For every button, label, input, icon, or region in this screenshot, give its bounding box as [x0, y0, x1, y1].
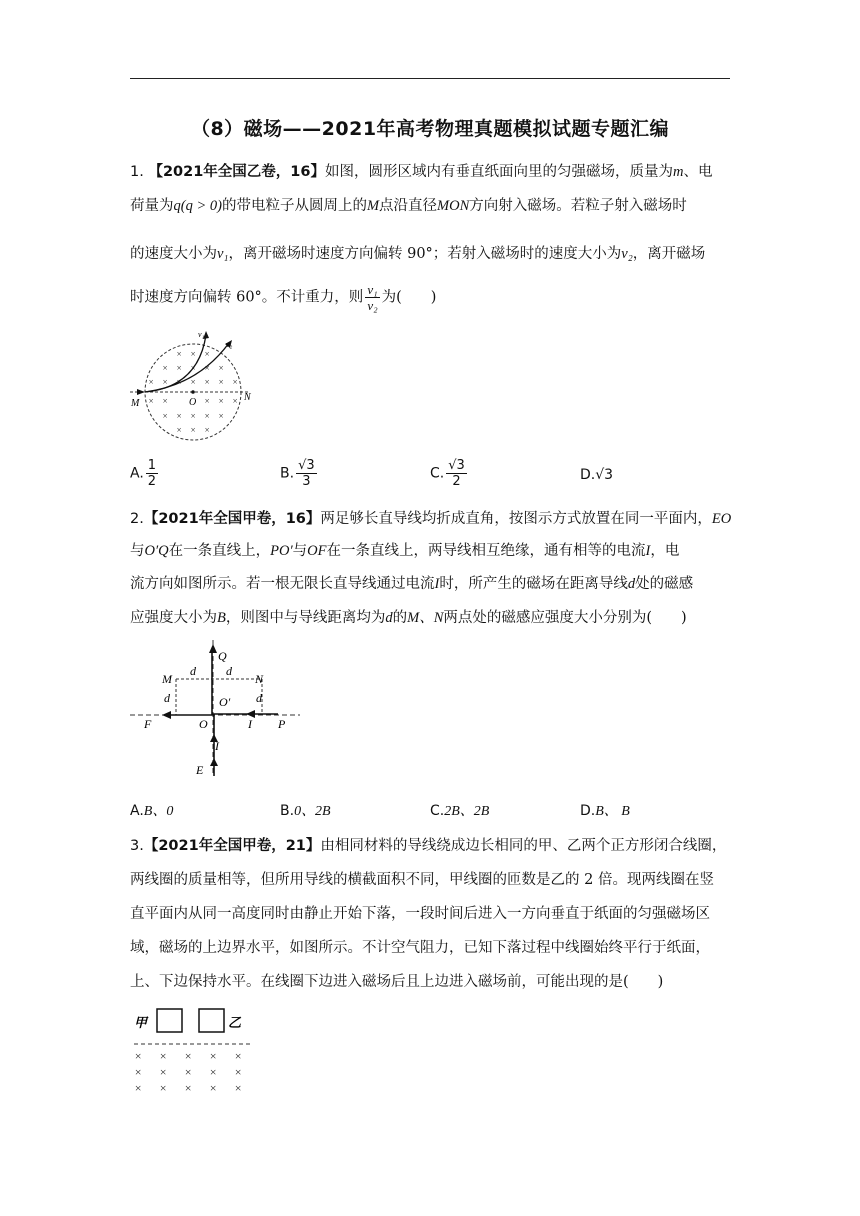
q1-point-m: M [366, 198, 380, 214]
q1-source: 【2021年全国乙卷，16】 [148, 164, 325, 180]
q1-text: 的速度大小为 [130, 246, 217, 262]
svg-text:×: × [148, 377, 155, 387]
svg-text:×: × [190, 425, 197, 435]
q2-fig-label-o-prime: O′ [219, 695, 231, 709]
header-rule [130, 78, 730, 79]
svg-text:×: × [159, 1065, 168, 1079]
q2-line-1 [130, 507, 731, 528]
option-frac-num: √3 [298, 458, 315, 473]
q2-text: 的 [392, 610, 408, 626]
q1-text: 时速度方向偏转 60°。不计重力，则 [130, 289, 364, 306]
q2-fig-label-i: I [248, 717, 252, 731]
q2-text: 时，所产生的磁场在距离导线 [439, 576, 628, 592]
q1-frac-num: v₁ [367, 282, 378, 297]
q2-text: 在一条直线上，两导线相互绝缘，通有相等的电流 [326, 543, 646, 559]
svg-text:×: × [162, 363, 169, 373]
svg-text:×: × [176, 363, 183, 373]
q1-text: ，离开磁场 [632, 246, 706, 262]
q2-text: 处的磁感 [635, 576, 694, 592]
option-value: B、0 [143, 804, 174, 819]
q2-option-d[interactable] [580, 800, 630, 820]
q2-fig-label-n: N [255, 672, 264, 686]
option-key: A. [130, 803, 144, 819]
q1-fig-label-m: M [131, 398, 140, 409]
q2-text: ，则图中与导线距离均为 [225, 610, 386, 626]
q1-text: 如图，圆形区域内有垂直纸面向里的匀强磁场，质量为 [325, 164, 673, 180]
q2-of: OF [307, 543, 327, 559]
q3-line-3: 直平面内从同一高度同时由静止开始下落，一段时间后进入一方向垂直于纸面的匀强磁场区 [130, 906, 710, 922]
svg-text:×: × [190, 363, 197, 373]
q2-fig-label-d: d [164, 691, 170, 705]
q1-fig-label-v1: v₁ [198, 330, 205, 339]
q1-option-c[interactable] [430, 458, 469, 489]
q2-text: 流方向如图所示。若一根无限长直导线通过电流 [130, 576, 435, 592]
q1-figure [128, 325, 258, 445]
svg-text:×: × [204, 363, 211, 373]
q2-fig-label-q: Q [218, 649, 227, 663]
q1-option-b[interactable] [280, 458, 319, 489]
option-value: √3 [595, 467, 614, 483]
q1-option-a[interactable] [130, 458, 160, 489]
q3-field-crosses [134, 1049, 242, 1095]
q1-fig-label-o: O [189, 397, 197, 408]
q2-option-a[interactable] [130, 800, 173, 820]
q3-source: 【2021年全国甲卷，21】 [143, 838, 321, 854]
q1-text: 荷量为 [130, 198, 174, 214]
svg-text:×: × [176, 411, 183, 421]
svg-text:×: × [162, 377, 169, 387]
svg-text:×: × [134, 1081, 143, 1095]
svg-text:×: × [204, 377, 211, 387]
q1-charge-expr: q(q > 0) [173, 198, 222, 214]
page-title: （8）磁场——2021年高考物理真题模拟试题专题汇编 [190, 118, 670, 140]
q1-text: 的带电粒子从圆周上的 [221, 198, 367, 214]
q2-text: 与 [130, 543, 145, 559]
q2-fig-label-m: M [162, 672, 172, 686]
q1-text: 、电 [683, 164, 713, 180]
option-key: C. [430, 465, 445, 482]
q2-line-2 [130, 539, 679, 560]
q1-text: 点沿直径 [379, 198, 438, 214]
q2-oq: O′Q [144, 543, 169, 559]
q2-fig-label-d: d [226, 664, 232, 678]
q2-option-c[interactable] [430, 800, 489, 820]
svg-text:×: × [134, 1065, 143, 1079]
q2-distance: d [627, 576, 636, 592]
q1-mass-var: m [673, 164, 684, 180]
svg-text:×: × [162, 396, 169, 406]
q2-fig-label-o: O [199, 717, 208, 731]
q3-line-5: 上、下边保持水平。在线圈下边进入磁场后且上边进入磁场前，可能出现的是( ) [130, 974, 664, 990]
q2-eo: EO [711, 511, 732, 527]
q2-text: 两点处的磁感应强度大小分别为( ) [443, 610, 687, 626]
q2-fig-label-p: P [278, 717, 286, 731]
q1-option-d[interactable] [580, 467, 613, 483]
option-value: 0、2B [294, 804, 331, 819]
q1-text: ，离开磁场时速度方向偏转 90°；若射入磁场时的速度大小为 [228, 246, 622, 262]
q3-figure [130, 1004, 260, 1096]
option-key: A. [130, 465, 144, 482]
q2-text: ，电 [650, 543, 680, 559]
svg-text:×: × [234, 1081, 243, 1095]
q2-fig-label-e: E [196, 763, 204, 777]
svg-text:×: × [176, 377, 183, 387]
svg-text:×: × [159, 1081, 168, 1095]
svg-text:×: × [159, 1049, 168, 1063]
option-value: 2B、2B [444, 804, 490, 819]
q1-v2: v₂ [621, 246, 633, 262]
svg-text:×: × [218, 363, 225, 373]
q2-po: PO′ [270, 543, 293, 559]
q1-line-3 [130, 242, 705, 263]
q2-field-b: B [217, 610, 226, 626]
q2-points: M、N [407, 610, 444, 626]
q3-fig-label-yi: 乙 [228, 1016, 242, 1031]
svg-text:×: × [162, 411, 169, 421]
option-key: C. [430, 803, 445, 819]
svg-text:×: × [148, 396, 155, 406]
svg-text:×: × [184, 1049, 193, 1063]
option-key: B. [280, 465, 295, 482]
q3-line-2: 两线圈的质量相等，但所用导线的横截面积不同，甲线圈的匝数是乙的 2 倍。现两线圈在竖 [130, 872, 714, 888]
option-frac-num: 1 [147, 458, 157, 473]
option-frac-den: 3 [302, 474, 311, 489]
q2-text: 两足够长直导线均折成直角，按图示方式放置在同一平面内， [320, 511, 712, 527]
svg-text:×: × [176, 349, 183, 359]
svg-text:×: × [190, 349, 197, 359]
q1-v1: v₁ [217, 246, 229, 262]
svg-text:×: × [234, 1065, 243, 1079]
q2-text: 应强度大小为 [130, 610, 217, 626]
q1-line-1 [130, 160, 712, 181]
q2-fig-label-f: F [144, 717, 152, 731]
option-frac-den: 2 [452, 474, 461, 489]
svg-text:×: × [232, 396, 239, 406]
q2-fig-label-d: d [256, 691, 262, 705]
q1-text: 方向射入磁场。若粒子射入磁场时 [469, 198, 687, 214]
q2-current: I [645, 543, 651, 559]
option-key: D. [580, 467, 596, 483]
q2-number: 2. [130, 511, 144, 527]
q2-current: I [434, 576, 440, 592]
q2-line-4 [130, 606, 687, 627]
q1-text: 为( ) [381, 289, 437, 306]
q2-line-3 [130, 572, 693, 593]
q2-option-b[interactable] [280, 800, 331, 820]
svg-text:×: × [204, 396, 211, 406]
q3-number: 3. [130, 838, 144, 854]
option-frac-num: √3 [448, 458, 465, 473]
option-value: B、 B [595, 804, 630, 819]
svg-text:×: × [218, 396, 225, 406]
svg-text:×: × [234, 1049, 243, 1063]
q1-line-2 [130, 194, 687, 215]
q2-fig-label-d: d [190, 664, 196, 678]
option-key: B. [280, 803, 295, 819]
svg-text:×: × [204, 349, 211, 359]
q1-line-4 [130, 282, 436, 313]
svg-text:×: × [134, 1049, 143, 1063]
svg-text:×: × [176, 425, 183, 435]
option-frac-den: 2 [147, 474, 157, 489]
q2-text: 在一条直线上， [168, 543, 271, 559]
q1-frac-den: v₂ [367, 298, 378, 313]
q1-number: 1. [130, 164, 144, 180]
svg-text:×: × [204, 425, 211, 435]
q1-fig-label-n: N [244, 392, 251, 403]
q3-line-4: 域，磁场的上边界水平，如图所示。不计空气阻力，已知下落过程中线圈始终平行于纸面， [130, 940, 710, 956]
q2-figure [128, 636, 308, 786]
svg-text:×: × [184, 1065, 193, 1079]
q3-line-1 [130, 834, 726, 855]
q1-diameter: MON [437, 198, 470, 214]
q2-distance: d [385, 610, 393, 626]
q1-fig-label-v2: v₂ [226, 340, 233, 349]
svg-text:×: × [190, 377, 197, 387]
svg-text:×: × [184, 1081, 193, 1095]
svg-text:×: × [209, 1065, 218, 1079]
svg-text:×: × [232, 377, 239, 387]
q3-fig-label-jia: 甲 [134, 1016, 148, 1031]
q3-coil-yi [199, 1009, 224, 1032]
svg-text:×: × [209, 1081, 218, 1095]
option-key: D. [580, 803, 596, 819]
q2-source: 【2021年全国甲卷，16】 [143, 511, 321, 527]
q1-ratio-fraction [365, 282, 379, 313]
q2-text: 与 [292, 543, 308, 559]
svg-text:×: × [204, 411, 211, 421]
q3-text: 由相同材料的导线绕成边长相同的甲、乙两个正方形闭合线圈， [320, 838, 727, 854]
q3-coil-jia [157, 1009, 182, 1032]
svg-text:×: × [209, 1049, 218, 1063]
svg-text:×: × [190, 411, 197, 421]
svg-text:×: × [218, 411, 225, 421]
svg-text:×: × [218, 377, 225, 387]
q2-fig-label-i: I [215, 739, 219, 753]
